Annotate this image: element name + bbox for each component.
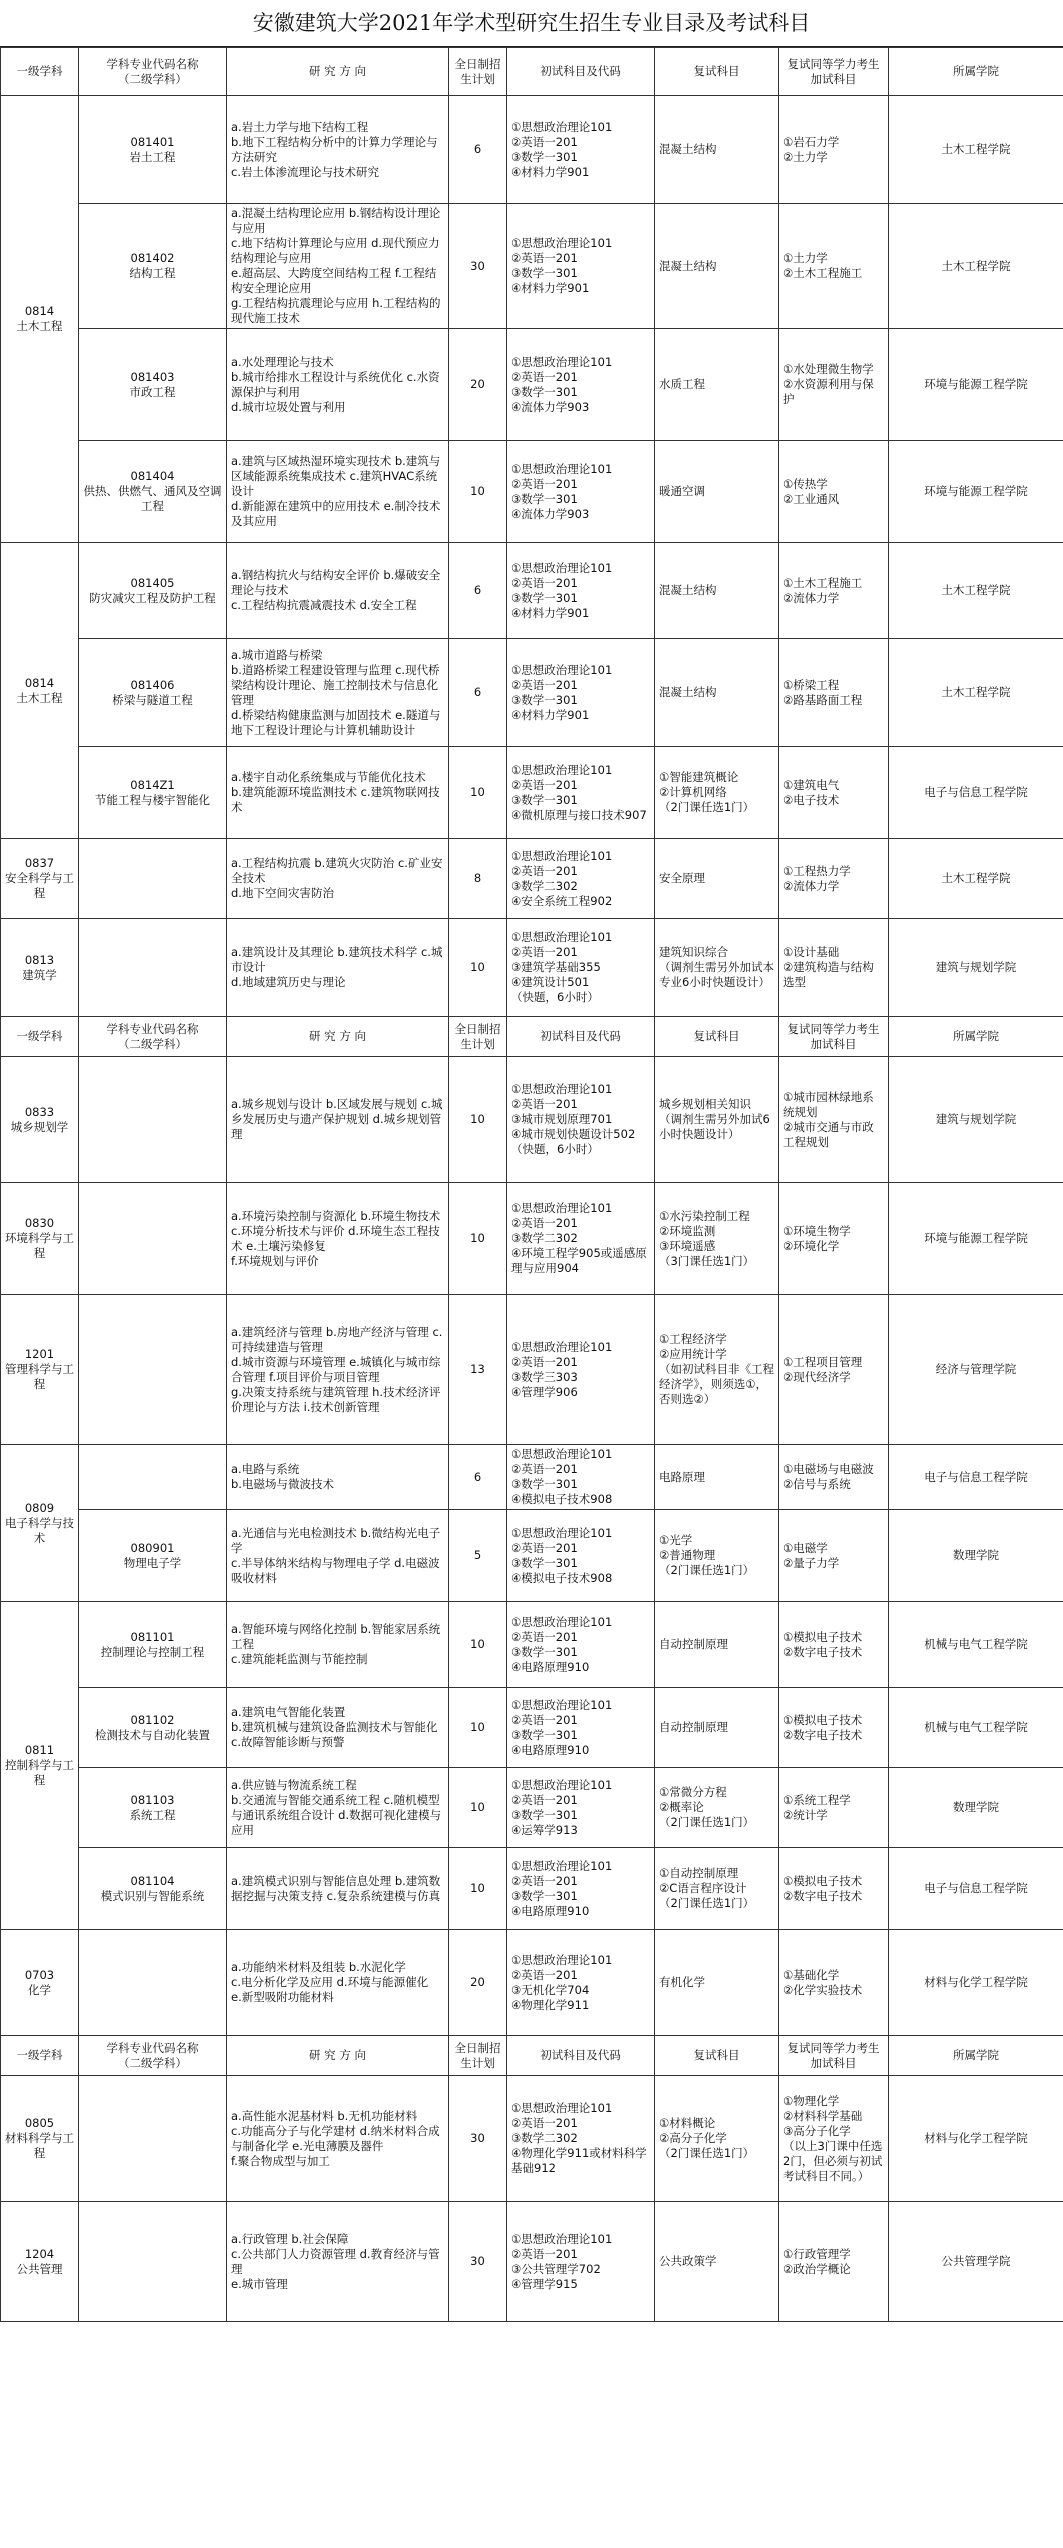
table-row (1, 1688, 1063, 1768)
table-row (1, 2202, 1063, 2322)
initial-exam-subjects-cell: ①思想政治理论101 ②英语一201 ③数学一301 ④电路原理910 (507, 1688, 655, 1768)
second-level-discipline-cell: 081405 防灾减灾工程及防护工程 (79, 543, 227, 639)
first-level-discipline-cell: 0809 电子科学与技术 (1, 1445, 79, 1602)
research-direction-cell: a.建筑与区域热湿环境实现技术 b.建筑与区域能源系统集成技术 c.建筑HVAC系统设计 d.新能源在建筑中的应用技术 e.制冷技术及其应用 (227, 441, 449, 543)
college-cell: 材料与化学工程学院 (889, 1930, 1063, 2036)
table-row (1, 1295, 1063, 1445)
first-level-discipline-cell: 0830 环境科学与工程 (1, 1183, 79, 1295)
college-cell: 建筑与规划学院 (889, 919, 1063, 1017)
first-level-discipline-cell: 0805 材料科学与工程 (1, 2076, 79, 2202)
additional-test-subjects-cell: ①系统工程学 ②统计学 (779, 1768, 889, 1848)
additional-test-subjects-cell: ①模拟电子技术 ②数字电子技术 (779, 1602, 889, 1688)
header-cell: 研 究 方 向 (227, 1017, 449, 1057)
enrollment-plan-cell: 8 (449, 839, 507, 919)
header-cell: 一级学科 (1, 48, 79, 96)
retest-subjects-cell: ①材料概论 ②高分子化学 （2门课任选1门） (655, 2076, 779, 2202)
initial-exam-subjects-cell: ①思想政治理论101 ②英语一201 ③数学二302 ④安全系统工程902 (507, 839, 655, 919)
second-level-discipline-cell: 081403 市政工程 (79, 329, 227, 441)
header-cell: 复试科目 (655, 48, 779, 96)
header-cell: 复试科目 (655, 2036, 779, 2076)
header-cell: 所属学院 (889, 1017, 1063, 1057)
table-header-row (1, 2036, 1063, 2076)
header-cell: 初试科目及代码 (507, 48, 655, 96)
second-level-discipline-cell: 0814Z1 节能工程与楼宇智能化 (79, 747, 227, 839)
table-row (1, 1848, 1063, 1930)
additional-test-subjects-cell: ①桥梁工程 ②路基路面工程 (779, 639, 889, 747)
header-cell: 全日制招 生计划 (449, 1017, 507, 1057)
header-cell: 学科专业代码名称 （二级学科） (79, 2036, 227, 2076)
additional-test-subjects-cell: ①土木工程施工 ②流体力学 (779, 543, 889, 639)
enrollment-plan-cell: 13 (449, 1295, 507, 1445)
initial-exam-subjects-cell: ①思想政治理论101 ②英语一201 ③数学一301 ④材料力学901 (507, 543, 655, 639)
retest-subjects-cell: 自动控制原理 (655, 1688, 779, 1768)
header-cell: 复试同等学力考生 加试科目 (779, 48, 889, 96)
header-cell: 研 究 方 向 (227, 2036, 449, 2076)
research-direction-cell: a.楼宇自动化系统集成与节能优化技术 b.建筑能源环境监测技术 c.建筑物联网技术 (227, 747, 449, 839)
retest-subjects-cell: 混凝土结构 (655, 204, 779, 329)
college-cell: 环境与能源工程学院 (889, 329, 1063, 441)
initial-exam-subjects-cell: ①思想政治理论101 ②英语一201 ③数学一301 ④材料力学901 (507, 204, 655, 329)
table-row (1, 747, 1063, 839)
second-level-discipline-cell: 081402 结构工程 (79, 204, 227, 329)
research-direction-cell: a.智能环境与网络化控制 b.智能家居系统工程 c.建筑能耗监测与节能控制 (227, 1602, 449, 1688)
table-row (1, 1768, 1063, 1848)
initial-exam-subjects-cell: ①思想政治理论101 ②英语一201 ③数学一301 ④材料力学901 (507, 639, 655, 747)
retest-subjects-cell: ①工程经济学 ②应用统计学 （如初试科目非《工程经济学》，则须选①，否则选②） (655, 1295, 779, 1445)
additional-test-subjects-cell: ①设计基础 ②建筑构造与结构选型 (779, 919, 889, 1017)
enrollment-plan-cell: 20 (449, 329, 507, 441)
catalog-table (0, 47, 1063, 2322)
document-title: 安徽建筑大学2021年学术型研究生招生专业目录及考试科目 (0, 0, 1063, 47)
second-level-discipline-cell (79, 1445, 227, 1510)
additional-test-subjects-cell: ①建筑电气 ②电子技术 (779, 747, 889, 839)
retest-subjects-cell: ①光学 ②普通物理 （2门课任选1门） (655, 1510, 779, 1602)
additional-test-subjects-cell: ①工程项目管理 ②现代经济学 (779, 1295, 889, 1445)
second-level-discipline-cell (79, 919, 227, 1017)
retest-subjects-cell: 公共政策学 (655, 2202, 779, 2322)
college-cell: 数理学院 (889, 1768, 1063, 1848)
additional-test-subjects-cell: ①传热学 ②工业通风 (779, 441, 889, 543)
header-cell: 一级学科 (1, 1017, 79, 1057)
header-cell: 复试同等学力考生 加试科目 (779, 1017, 889, 1057)
college-cell: 电子与信息工程学院 (889, 1445, 1063, 1510)
additional-test-subjects-cell: ①城市园林绿地系统规划 ②城市交通与市政工程规划 (779, 1057, 889, 1183)
initial-exam-subjects-cell: ①思想政治理论101 ②英语一201 ③建筑学基础355 ④建筑设计501 （快题，6小时） (507, 919, 655, 1017)
table-row (1, 1510, 1063, 1602)
table-row (1, 2076, 1063, 2202)
enrollment-plan-cell: 30 (449, 2202, 507, 2322)
retest-subjects-cell: 混凝土结构 (655, 96, 779, 204)
first-level-discipline-cell: 1204 公共管理 (1, 2202, 79, 2322)
second-level-discipline-cell: 081406 桥梁与隧道工程 (79, 639, 227, 747)
table-row (1, 839, 1063, 919)
header-cell: 全日制招 生计划 (449, 48, 507, 96)
college-cell: 数理学院 (889, 1510, 1063, 1602)
second-level-discipline-cell: 081104 模式识别与智能系统 (79, 1848, 227, 1930)
header-cell: 全日制招 生计划 (449, 2036, 507, 2076)
college-cell: 材料与化学工程学院 (889, 2076, 1063, 2202)
retest-subjects-cell: ①自动控制原理 ②C语言程序设计 （2门课任选1门） (655, 1848, 779, 1930)
initial-exam-subjects-cell: ①思想政治理论101 ②英语一201 ③数学二302 ④物理化学911或材料科学基础912 (507, 2076, 655, 2202)
header-cell: 复试同等学力考生 加试科目 (779, 2036, 889, 2076)
research-direction-cell: a.岩土力学与地下结构工程 b.地下工程结构分析中的计算力学理论与方法研究 c.岩土体渗流理论与技术研究 (227, 96, 449, 204)
additional-test-subjects-cell: ①水处理微生物学 ②水资源利用与保护 (779, 329, 889, 441)
second-level-discipline-cell (79, 2076, 227, 2202)
initial-exam-subjects-cell: ①思想政治理论101 ②英语一201 ③数学二302 ④环境工程学905或遥感原理与应用904 (507, 1183, 655, 1295)
enrollment-plan-cell: 10 (449, 919, 507, 1017)
research-direction-cell: a.行政管理 b.社会保障 c.公共部门人力资源管理 d.教育经济与管理 e.城市管理 (227, 2202, 449, 2322)
college-cell: 公共管理学院 (889, 2202, 1063, 2322)
research-direction-cell: a.水处理理论与技术 b.城市给排水工程设计与系统优化 c.水资源保护与利用 d.城市垃圾处置与利用 (227, 329, 449, 441)
college-cell: 环境与能源工程学院 (889, 1183, 1063, 1295)
research-direction-cell: a.光通信与光电检测技术 b.微结构光电子学 c.半导体纳米结构与物理电子学 d.电磁波吸收材料 (227, 1510, 449, 1602)
header-cell: 一级学科 (1, 2036, 79, 2076)
retest-subjects-cell: 建筑知识综合 （调剂生需另外加试本专业6小时快题设计） (655, 919, 779, 1017)
first-level-discipline-cell: 0813 建筑学 (1, 919, 79, 1017)
second-level-discipline-cell (79, 1930, 227, 2036)
table-header-row (1, 48, 1063, 96)
initial-exam-subjects-cell: ①思想政治理论101 ②英语一201 ③数学一301 ④流体力学903 (507, 441, 655, 543)
retest-subjects-cell: 水质工程 (655, 329, 779, 441)
enrollment-plan-cell: 10 (449, 747, 507, 839)
second-level-discipline-cell (79, 1057, 227, 1183)
initial-exam-subjects-cell: ①思想政治理论101 ②英语一201 ③数学一301 ④电路原理910 (507, 1848, 655, 1930)
initial-exam-subjects-cell: ①思想政治理论101 ②英语一201 ③城市规划原理701 ④城市规划快题设计502（快题，6小时） (507, 1057, 655, 1183)
header-cell: 复试科目 (655, 1017, 779, 1057)
retest-subjects-cell: ①智能建筑概论 ②计算机网络 （2门课任选1门） (655, 747, 779, 839)
header-cell: 初试科目及代码 (507, 1017, 655, 1057)
initial-exam-subjects-cell: ①思想政治理论101 ②英语一201 ③数学一301 ④模拟电子技术908 (507, 1445, 655, 1510)
college-cell: 土木工程学院 (889, 639, 1063, 747)
enrollment-plan-cell: 30 (449, 2076, 507, 2202)
first-level-discipline-cell: 0833 城乡规划学 (1, 1057, 79, 1183)
college-cell: 机械与电气工程学院 (889, 1688, 1063, 1768)
college-cell: 环境与能源工程学院 (889, 441, 1063, 543)
retest-subjects-cell: 电路原理 (655, 1445, 779, 1510)
retest-subjects-cell: ①常微分方程 ②概率论 （2门课任选1门） (655, 1768, 779, 1848)
table-row (1, 1602, 1063, 1688)
initial-exam-subjects-cell: ①思想政治理论101 ②英语一201 ③数学一301 ④运筹学913 (507, 1768, 655, 1848)
header-cell: 学科专业代码名称 （二级学科） (79, 1017, 227, 1057)
retest-subjects-cell: 安全原理 (655, 839, 779, 919)
first-level-discipline-cell: 0811 控制科学与工程 (1, 1602, 79, 1930)
enrollment-plan-cell: 10 (449, 1057, 507, 1183)
additional-test-subjects-cell: ①基础化学 ②化学实验技术 (779, 1930, 889, 2036)
research-direction-cell: a.钢结构抗火与结构安全评价 b.爆破安全理论与技术 c.工程结构抗震减震技术 d.安全工程 (227, 543, 449, 639)
retest-subjects-cell: 混凝土结构 (655, 639, 779, 747)
research-direction-cell: a.混凝土结构理论应用 b.钢结构设计理论与应用 c.地下结构计算理论与应用 d.现代预应力结构理论与应用 e.超高层、大跨度空间结构工程 f.工程结构安全理论应用 g.工程结构抗震理论与应用 h.工程结构的现代施工技术 (227, 204, 449, 329)
table-row (1, 441, 1063, 543)
first-level-discipline-cell: 0703 化学 (1, 1930, 79, 2036)
retest-subjects-cell: 暖通空调 (655, 441, 779, 543)
second-level-discipline-cell: 081103 系统工程 (79, 1768, 227, 1848)
initial-exam-subjects-cell: ①思想政治理论101 ②英语一201 ③数学一301 ④材料力学901 (507, 96, 655, 204)
table-row (1, 919, 1063, 1017)
second-level-discipline-cell: 081401 岩土工程 (79, 96, 227, 204)
second-level-discipline-cell: 081404 供热、供燃气、通风及空调工程 (79, 441, 227, 543)
college-cell: 电子与信息工程学院 (889, 1848, 1063, 1930)
additional-test-subjects-cell: ①模拟电子技术 ②数字电子技术 (779, 1688, 889, 1768)
college-cell: 土木工程学院 (889, 96, 1063, 204)
college-cell: 建筑与规划学院 (889, 1057, 1063, 1183)
additional-test-subjects-cell: ①模拟电子技术 ②数字电子技术 (779, 1848, 889, 1930)
enrollment-plan-cell: 6 (449, 1445, 507, 1510)
retest-subjects-cell: 城乡规划相关知识 （调剂生需另外加试6小时快题设计） (655, 1057, 779, 1183)
retest-subjects-cell: 混凝土结构 (655, 543, 779, 639)
enrollment-plan-cell: 20 (449, 1930, 507, 2036)
first-level-discipline-cell: 1201 管理科学与工程 (1, 1295, 79, 1445)
header-cell: 初试科目及代码 (507, 2036, 655, 2076)
additional-test-subjects-cell: ①物理化学 ②材料科学基础 ③高分子化学 （以上3门课中任选2门，但必须与初试考试科目不同。） (779, 2076, 889, 2202)
college-cell: 电子与信息工程学院 (889, 747, 1063, 839)
additional-test-subjects-cell: ①土力学 ②土木工程施工 (779, 204, 889, 329)
additional-test-subjects-cell: ①环境生物学 ②环境化学 (779, 1183, 889, 1295)
table-row (1, 639, 1063, 747)
second-level-discipline-cell: 081102 检测技术与自动化装置 (79, 1688, 227, 1768)
enrollment-plan-cell: 10 (449, 1768, 507, 1848)
college-cell: 经济与管理学院 (889, 1295, 1063, 1445)
second-level-discipline-cell (79, 1183, 227, 1295)
additional-test-subjects-cell: ①工程热力学 ②流体力学 (779, 839, 889, 919)
research-direction-cell: a.环境污染控制与资源化 b.环境生物技术 c.环境分析技术与评价 d.环境生态工程技术 e.土壤污染修复 f.环境规划与评价 (227, 1183, 449, 1295)
research-direction-cell: a.城市道路与桥梁 b.道路桥梁工程建设管理与监理 c.现代桥梁结构设计理论、施工控制技术与信息化管理 d.桥梁结构健康监测与加固技术 e.隧道与地下工程设计理论与计算机辅助设计 (227, 639, 449, 747)
header-cell: 学科专业代码名称 （二级学科） (79, 48, 227, 96)
header-cell: 所属学院 (889, 48, 1063, 96)
research-direction-cell: a.工程结构抗震 b.建筑火灾防治 c.矿业安全技术 d.地下空间灾害防治 (227, 839, 449, 919)
college-cell: 土木工程学院 (889, 839, 1063, 919)
research-direction-cell: a.高性能水泥基材料 b.无机功能材料 c.功能高分子与化学建材 d.纳米材料合成与制备化学 e.光电薄膜及器件 f.聚合物成型与加工 (227, 2076, 449, 2202)
table-row (1, 329, 1063, 441)
research-direction-cell: a.供应链与物流系统工程 b.交通流与智能交通系统工程 c.随机模型与通讯系统组合设计 d.数据可视化建模与应用 (227, 1768, 449, 1848)
additional-test-subjects-cell: ①电磁场与电磁波 ②信号与系统 (779, 1445, 889, 1510)
initial-exam-subjects-cell: ①思想政治理论101 ②英语一201 ③数学一301 ④微机原理与接口技术907 (507, 747, 655, 839)
additional-test-subjects-cell: ①电磁学 ②量子力学 (779, 1510, 889, 1602)
table-row (1, 1183, 1063, 1295)
table-row (1, 1930, 1063, 2036)
second-level-discipline-cell: 080901 物理电子学 (79, 1510, 227, 1602)
table-row (1, 1445, 1063, 1510)
table-header-row (1, 1017, 1063, 1057)
initial-exam-subjects-cell: ①思想政治理论101 ②英语一201 ③数学三303 ④管理学906 (507, 1295, 655, 1445)
second-level-discipline-cell (79, 2202, 227, 2322)
college-cell: 机械与电气工程学院 (889, 1602, 1063, 1688)
retest-subjects-cell: ①水污染控制工程 ②环境监测 ③环境遥感 （3门课任选1门） (655, 1183, 779, 1295)
research-direction-cell: a.电路与系统 b.电磁场与微波技术 (227, 1445, 449, 1510)
enrollment-plan-cell: 6 (449, 639, 507, 747)
initial-exam-subjects-cell: ①思想政治理论101 ②英语一201 ③公共管理学702 ④管理学915 (507, 2202, 655, 2322)
enrollment-plan-cell: 10 (449, 441, 507, 543)
enrollment-plan-cell: 5 (449, 1510, 507, 1602)
second-level-discipline-cell (79, 1295, 227, 1445)
research-direction-cell: a.建筑设计及其理论 b.建筑技术科学 c.城市设计 d.地域建筑历史与理论 (227, 919, 449, 1017)
first-level-discipline-cell: 0814 土木工程 (1, 543, 79, 839)
retest-subjects-cell: 自动控制原理 (655, 1602, 779, 1688)
college-cell: 土木工程学院 (889, 543, 1063, 639)
additional-test-subjects-cell: ①行政管理学 ②政治学概论 (779, 2202, 889, 2322)
second-level-discipline-cell (79, 839, 227, 919)
initial-exam-subjects-cell: ①思想政治理论101 ②英语一201 ③数学一301 ④模拟电子技术908 (507, 1510, 655, 1602)
enrollment-plan-cell: 10 (449, 1688, 507, 1768)
enrollment-plan-cell: 10 (449, 1848, 507, 1930)
enrollment-plan-cell: 10 (449, 1602, 507, 1688)
table-row (1, 96, 1063, 204)
first-level-discipline-cell: 0837 安全科学与工程 (1, 839, 79, 919)
first-level-discipline-cell: 0814 土木工程 (1, 96, 79, 543)
table-row (1, 1057, 1063, 1183)
initial-exam-subjects-cell: ①思想政治理论101 ②英语一201 ③数学一301 ④流体力学903 (507, 329, 655, 441)
college-cell: 土木工程学院 (889, 204, 1063, 329)
research-direction-cell: a.建筑模式识别与智能信息处理 b.建筑数据挖掘与决策支持 c.复杂系统建模与仿真 (227, 1848, 449, 1930)
enrollment-plan-cell: 6 (449, 96, 507, 204)
initial-exam-subjects-cell: ①思想政治理论101 ②英语一201 ③无机化学704 ④物理化学911 (507, 1930, 655, 2036)
table-row (1, 204, 1063, 329)
additional-test-subjects-cell: ①岩石力学 ②土力学 (779, 96, 889, 204)
retest-subjects-cell: 有机化学 (655, 1930, 779, 2036)
research-direction-cell: a.建筑经济与管理 b.房地产经济与管理 c.可持续建造与管理 d.城市资源与环境管理 e.城镇化与城市综合管理 f.项目评价与项目管理 g.决策支持系统与建筑管理 h.技术经济评价理论与方法 i.技术创新管理 (227, 1295, 449, 1445)
enrollment-plan-cell: 10 (449, 1183, 507, 1295)
research-direction-cell: a.建筑电气智能化装置 b.建筑机械与建筑设备监测技术与智能化 c.故障智能诊断与预警 (227, 1688, 449, 1768)
research-direction-cell: a.城乡规划与设计 b.区域发展与规划 c.城乡发展历史与遗产保护规划 d.城乡规划管理 (227, 1057, 449, 1183)
header-cell: 研 究 方 向 (227, 48, 449, 96)
table-row (1, 543, 1063, 639)
enrollment-plan-cell: 6 (449, 543, 507, 639)
initial-exam-subjects-cell: ①思想政治理论101 ②英语一201 ③数学一301 ④电路原理910 (507, 1602, 655, 1688)
header-cell: 所属学院 (889, 2036, 1063, 2076)
second-level-discipline-cell: 081101 控制理论与控制工程 (79, 1602, 227, 1688)
enrollment-plan-cell: 30 (449, 204, 507, 329)
research-direction-cell: a.功能纳米材料及组装 b.水泥化学 c.电分析化学及应用 d.环境与能源催化 e.新型吸附功能材料 (227, 1930, 449, 2036)
